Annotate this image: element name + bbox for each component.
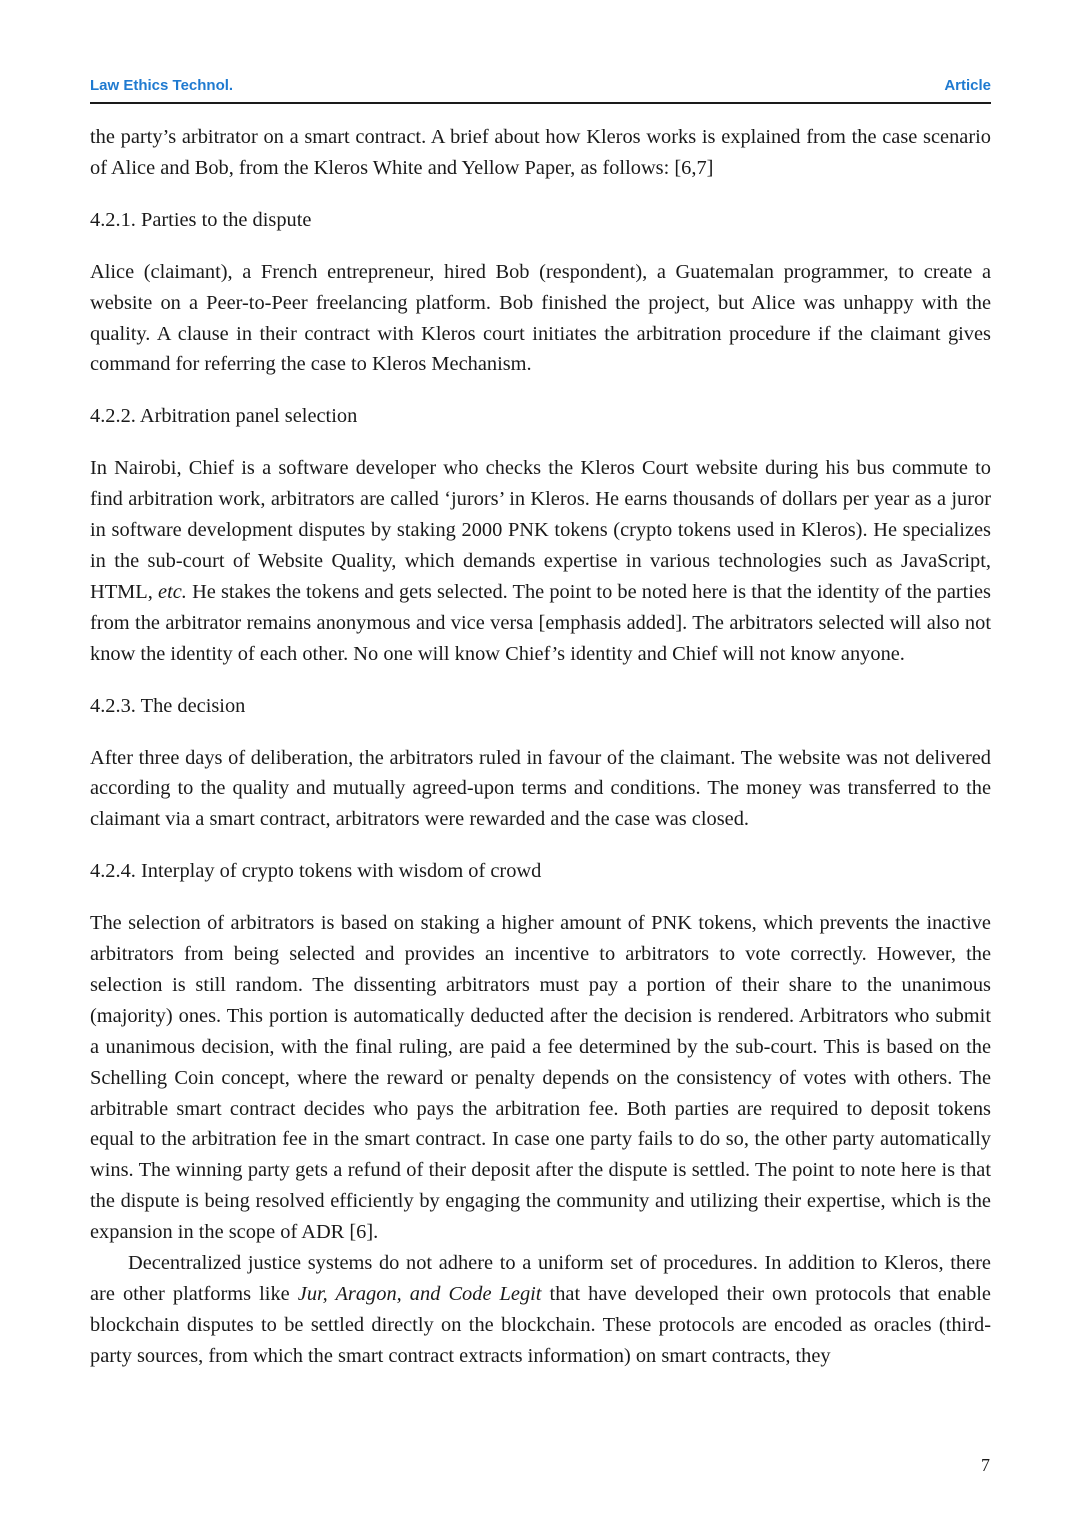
page-number: 7 xyxy=(981,1455,990,1475)
decentral-text-b: that have developed their own protocols that enable blockchain disputes to be settled directly on the blockchain. These protocols are encoded as oracles (third-party sources, from which the smart contract extracts information) on smart contracts, they xyxy=(90,1283,991,1367)
article-type: Article xyxy=(944,77,991,94)
section-heading-4-2-1: 4.2.1. Parties to the dispute xyxy=(90,208,312,231)
decentral-platforms: Jur, Aragon, and Code Legit xyxy=(297,1283,542,1305)
intro-paragraph: the party’s arbitrator on a smart contract. A brief about how Kleros works is explained from the case scenario of Alice and Bob, from the Kleros White and Yellow Paper, as follows: [6,7] xyxy=(90,126,991,179)
section-heading-4-2-3: 4.2.3. The decision xyxy=(90,694,246,717)
decentral-text-a: Decentralized justice systems do not adhere to a uniform set of procedures. In addition to Kleros, there are other platforms like xyxy=(90,1252,991,1305)
panel-text-etc: etc. xyxy=(158,580,187,603)
running-header xyxy=(90,76,991,104)
decision-paragraph: After three days of deliberation, the arbitrators ruled in favour of the claimant. The website was not delivered according to the quality and mutually agreed-upon terms and conditions. The money was transferred to the claimant via a smart contract, arbitrators were rewarded and the case was closed. xyxy=(90,746,991,831)
decentralized-paragraph xyxy=(90,1248,991,1372)
section-heading-4-2-2: 4.2.2. Arbitration panel selection xyxy=(90,405,358,428)
panel-text-b: He stakes the tokens and gets selected. The point to be noted here is that the identity of the parties from the arbitrator remains anonymous and vice versa [emphasis added]. The arbitrators selected will also not know the identity of each other. No one will know Chief’s identity and Chief will not know anyone. xyxy=(90,580,991,665)
article-body xyxy=(90,122,991,1372)
section-heading-4-2-4: 4.2.4. Interplay of crypto tokens with wisdom of crowd xyxy=(90,860,542,883)
interplay-paragraph: The selection of arbitrators is based on staking a higher amount of PNK tokens, which prevents the inactive arbitrators from being selected and provides an incentive to arbitrators to vote correctly. However, the selection is still random. The dissenting arbitrators must pay a portion of their share to the unanimous (majority) ones. This portion is automatically deducted after the decision is rendered. Arbitrators who submit a unanimous decision, with the final ruling, are paid a fee determined by the sub-court. This is based on the Schelling Coin concept, where the reward or penalty depends on the consistency of votes with others. The arbitrable smart contract decides who pays the arbitration fee. Both parties are required to deposit tokens equal to the arbitration fee in the smart contract. In case one party fails to do so, the other party automatically wins. The winning party gets a refund of their deposit after the dispute is settled. The point to note here is that the dispute is being resolved efficiently by engaging the community and utilizing their expertise, which is the expansion in the scope of ADR [6]. xyxy=(90,912,991,1244)
parties-paragraph: Alice (claimant), a French entrepreneur, hired Bob (respondent), a Guatemalan programmer, to create a website on a Peer-to-Peer freelancing platform. Bob finished the project, but Alice was unhappy with the quality. A clause in their contract with Kleros court initiates the arbitration procedure if the claimant gives command for referring the case to Kleros Mechanism. xyxy=(90,260,991,376)
panel-text-a: In Nairobi, Chief is a software developer who checks the Kleros Court website during his bus commute to find arbitration work, arbitrators are called ‘jurors’ in Kleros. He earns thousands of dollars per year as a juror in software development disputes by staking 2000 PNK tokens (crypto tokens used in Kleros). He specializes in the sub-court of Website Quality, which demands expertise in various technologies such as JavaScript, HTML, xyxy=(90,457,991,603)
panel-selection-paragraph xyxy=(90,453,991,669)
journal-name: Law Ethics Technol. xyxy=(90,77,234,94)
